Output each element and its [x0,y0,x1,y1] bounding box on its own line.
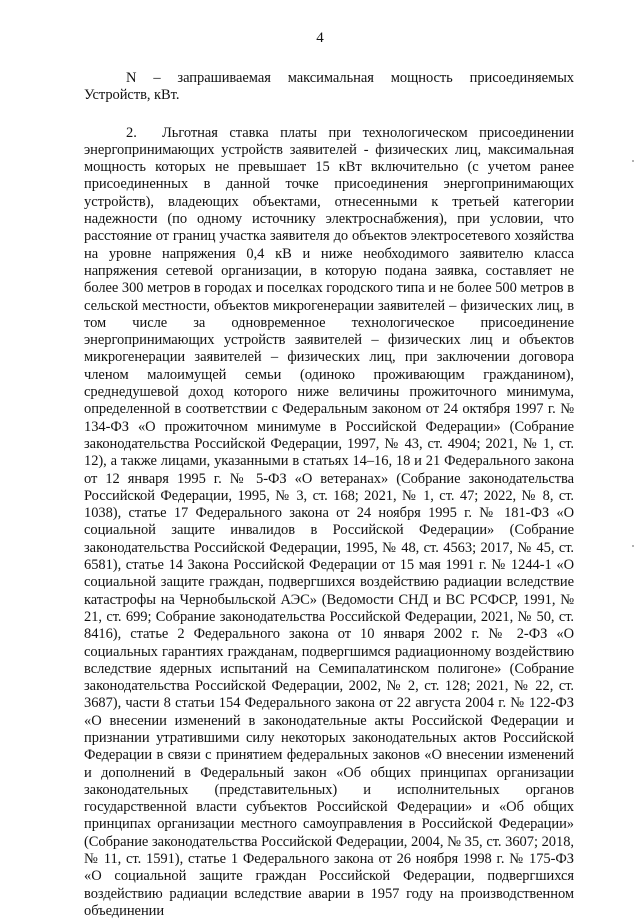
document-body [84,70,574,920]
scan-speck [632,545,634,547]
paragraph-item-2 [84,125,574,920]
page-number: 4 [316,30,324,46]
paragraph-n-definition: N – запрашиваемая максимальная мощность присоединяемых Устройств, кВт. [84,70,574,104]
item-number: 2. [126,124,137,141]
scan-speck [632,160,634,162]
item-2-text: Льготная ставка платы при технологическом присоединении энергопринимающих устройств заявителей - физических лиц, максимальная мощность которых не превышает 15 кВт включительно (с учетом ранее присоединенных в данной точке присоединения энергопринимающих устройств), владеющих объектами, отнесенными к третьей категории надежности (по одному источнику электроснабжения), при условии, что расстояние от границ участка заявителя до объектов электросетевого хозяйства на уровне напряжения 0,4 кВ и ниже необходимого заявителю класса напряжения сетевой организации, в которую подана заявка, составляет не более 300 метров в городах и поселках городского типа и не более 500 метров в сельской местности, объектов микрогенерации заявителей – физических лиц, в том числе за одновременное технологическое присоединение энергопринимающих устройств заявителей – физических лиц и объектов микрогенерации заявителей – физических лиц, при заключении договора членом малоимущей семьи (одиноко проживающим гражданином), среднедушевой доход которого ниже величины прожиточного минимума, определенной в соответствии с Федеральным законом от 24 октября 1997 г. № 134-ФЗ «О прожиточном минимуме в Российской Федерации» (Собрание законодательства Российской Федерации, 1997, № 43, ст. 4904; 2021, № 1, ст. 12), а также лицами, указанными в статьях 14–16, 18 и 21 Федерального закона от 12 января 1995 г. № 5-ФЗ «О ветеранах» (Собрание законодательства Российской Федерации, 1995, № 3, ст. 168; 2021, № 1, ст. 47; 2022, № 8, ст. 1038), статье 17 Федерального закона от 24 ноября 1995 г. № 181-ФЗ «О социальной защите инвалидов в Российской Федерации» (Собрание законодательства Российской Федерации, 1995, № 48, ст. 4563; 2017, № 45, ст. 6581), статье 14 Закона Российской Федерации от 15 мая 1991 г. № 1244-1 «О социальной защите граждан, подвергшихся воздействию радиации вследствие катастрофы на Чернобыльской АЭС» (Ведомости СНД и ВС РСФСР, 1991, № 21, ст. 699; Собрание законодательства Российской Федерации, 2021, № 50, ст. 8416), статье 2 Федерального закона от 10 января 2002 г. № 2-ФЗ «О социальных гарантиях гражданам, подвергшимся радиационному воздействию вследствие ядерных испытаний на Семипалатинском полигоне» (Собрание законодательства Российской Федерации, 2002, № 2, ст. 128; 2021, № 22, ст. 3687), части 8 статьи 154 Федерального закона от 22 августа 2004 г. № 122-ФЗ «О внесении изменений в законодательные акты Российской Федерации и признании утратившими силу некоторых законодательных актов Российской Федерации в связи с принятием федеральных законов «О внесении изменений и дополнений в Федеральный закон «Об общих принципах организации законодательных (представительных) и исполнительных органов государственной власти субъектов Российской Федерации» и «Об общих принципах организации местного самоуправления в Российской Федерации» (Собрание законодательства Российской Федерации, 2004, № 35, ст. 3607; 2018, № 11, ст. 1591), статье 1 Федерального закона от 26 ноября 1998 г. № 175-ФЗ «О социальной защите граждан Российской Федерации, подвергшихся воздействию радиации вследствие аварии в 1957 году на производственном объединении [84,124,574,919]
